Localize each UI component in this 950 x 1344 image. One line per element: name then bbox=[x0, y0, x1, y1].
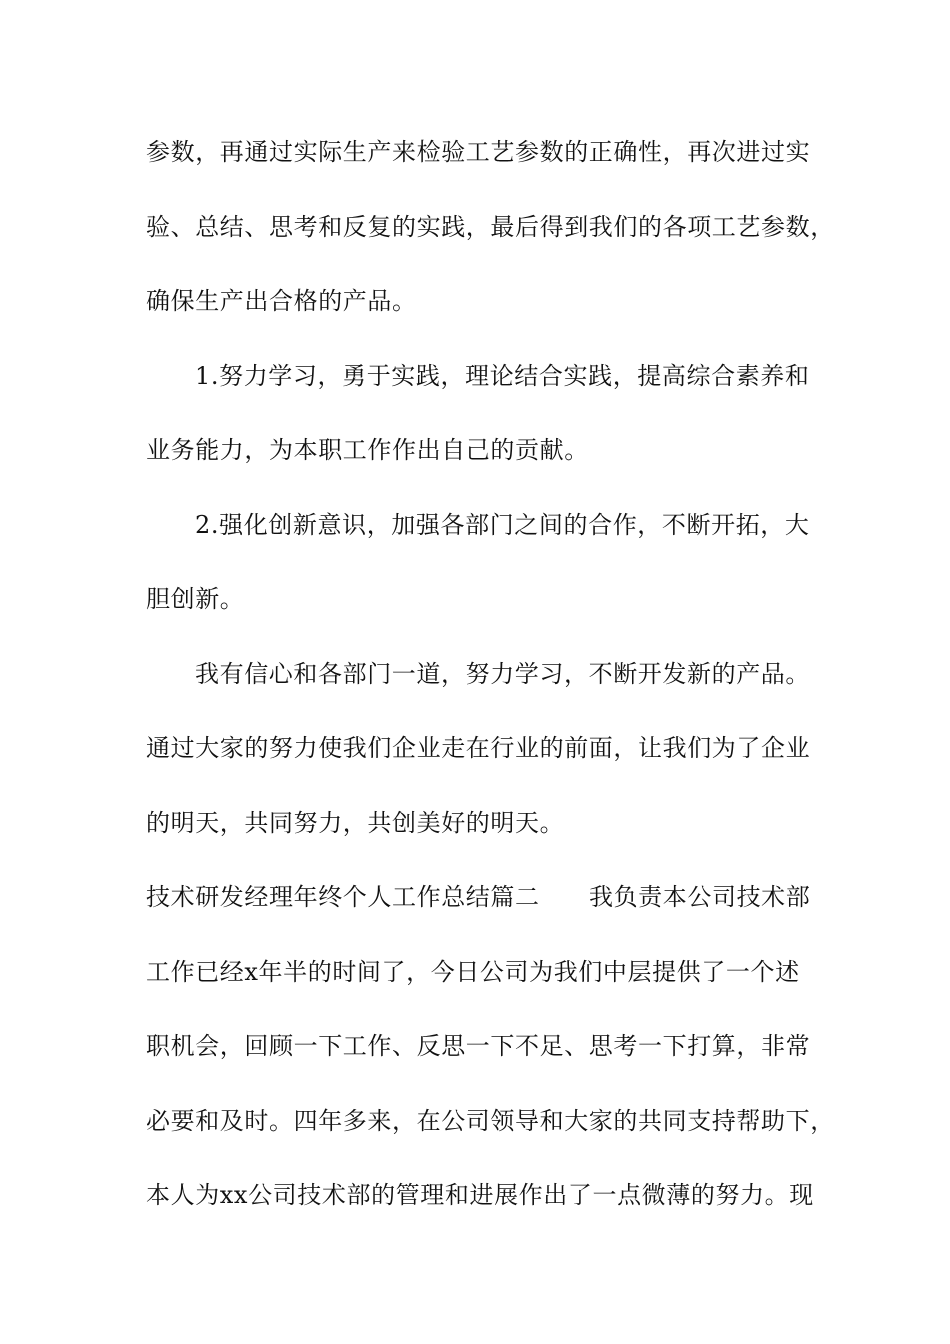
text-line: 必要和及时。四年多来，在公司领导和大家的共同支持帮助下， bbox=[146, 1107, 835, 1135]
text-line: 职机会，回顾一下工作、反思一下不足、思考一下打算，非常 bbox=[146, 1032, 811, 1060]
text-line: 通过大家的努力使我们企业走在行业的前面，让我们为了企业 bbox=[146, 734, 811, 762]
text-line: 确保生产出合格的产品。 bbox=[146, 287, 417, 315]
section-heading-line: 技术研发经理年终个人工作总结篇二 我负责本公司技术部 bbox=[146, 883, 811, 911]
text-line: 业务能力，为本职工作作出自己的贡献。 bbox=[146, 436, 589, 464]
text-line: 工作已经x年半的时间了，今日公司为我们中层提供了一个述 bbox=[146, 958, 800, 986]
paragraph-start: 我有信心和各部门一道，努力学习，不断开发新的产品。 bbox=[195, 660, 810, 688]
text-line: 的明天，共同努力，共创美好的明天。 bbox=[146, 809, 565, 837]
text-line: 参数，再通过实际生产来检验工艺参数的正确性，再次进过实 bbox=[146, 138, 811, 166]
text-line: 胆创新。 bbox=[146, 585, 245, 613]
text-line: 验、总结、思考和反复的实践，最后得到我们的各项工艺参数， bbox=[146, 213, 835, 241]
list-item-1: 1.努力学习，勇于实践，理论结合实践，提高综合素养和 bbox=[195, 362, 810, 390]
text-line: 本人为xx公司技术部的管理和进展作出了一点微薄的努力。现 bbox=[146, 1181, 814, 1209]
list-item-2: 2.强化创新意识，加强各部门之间的合作，不断开拓，大 bbox=[195, 511, 810, 539]
